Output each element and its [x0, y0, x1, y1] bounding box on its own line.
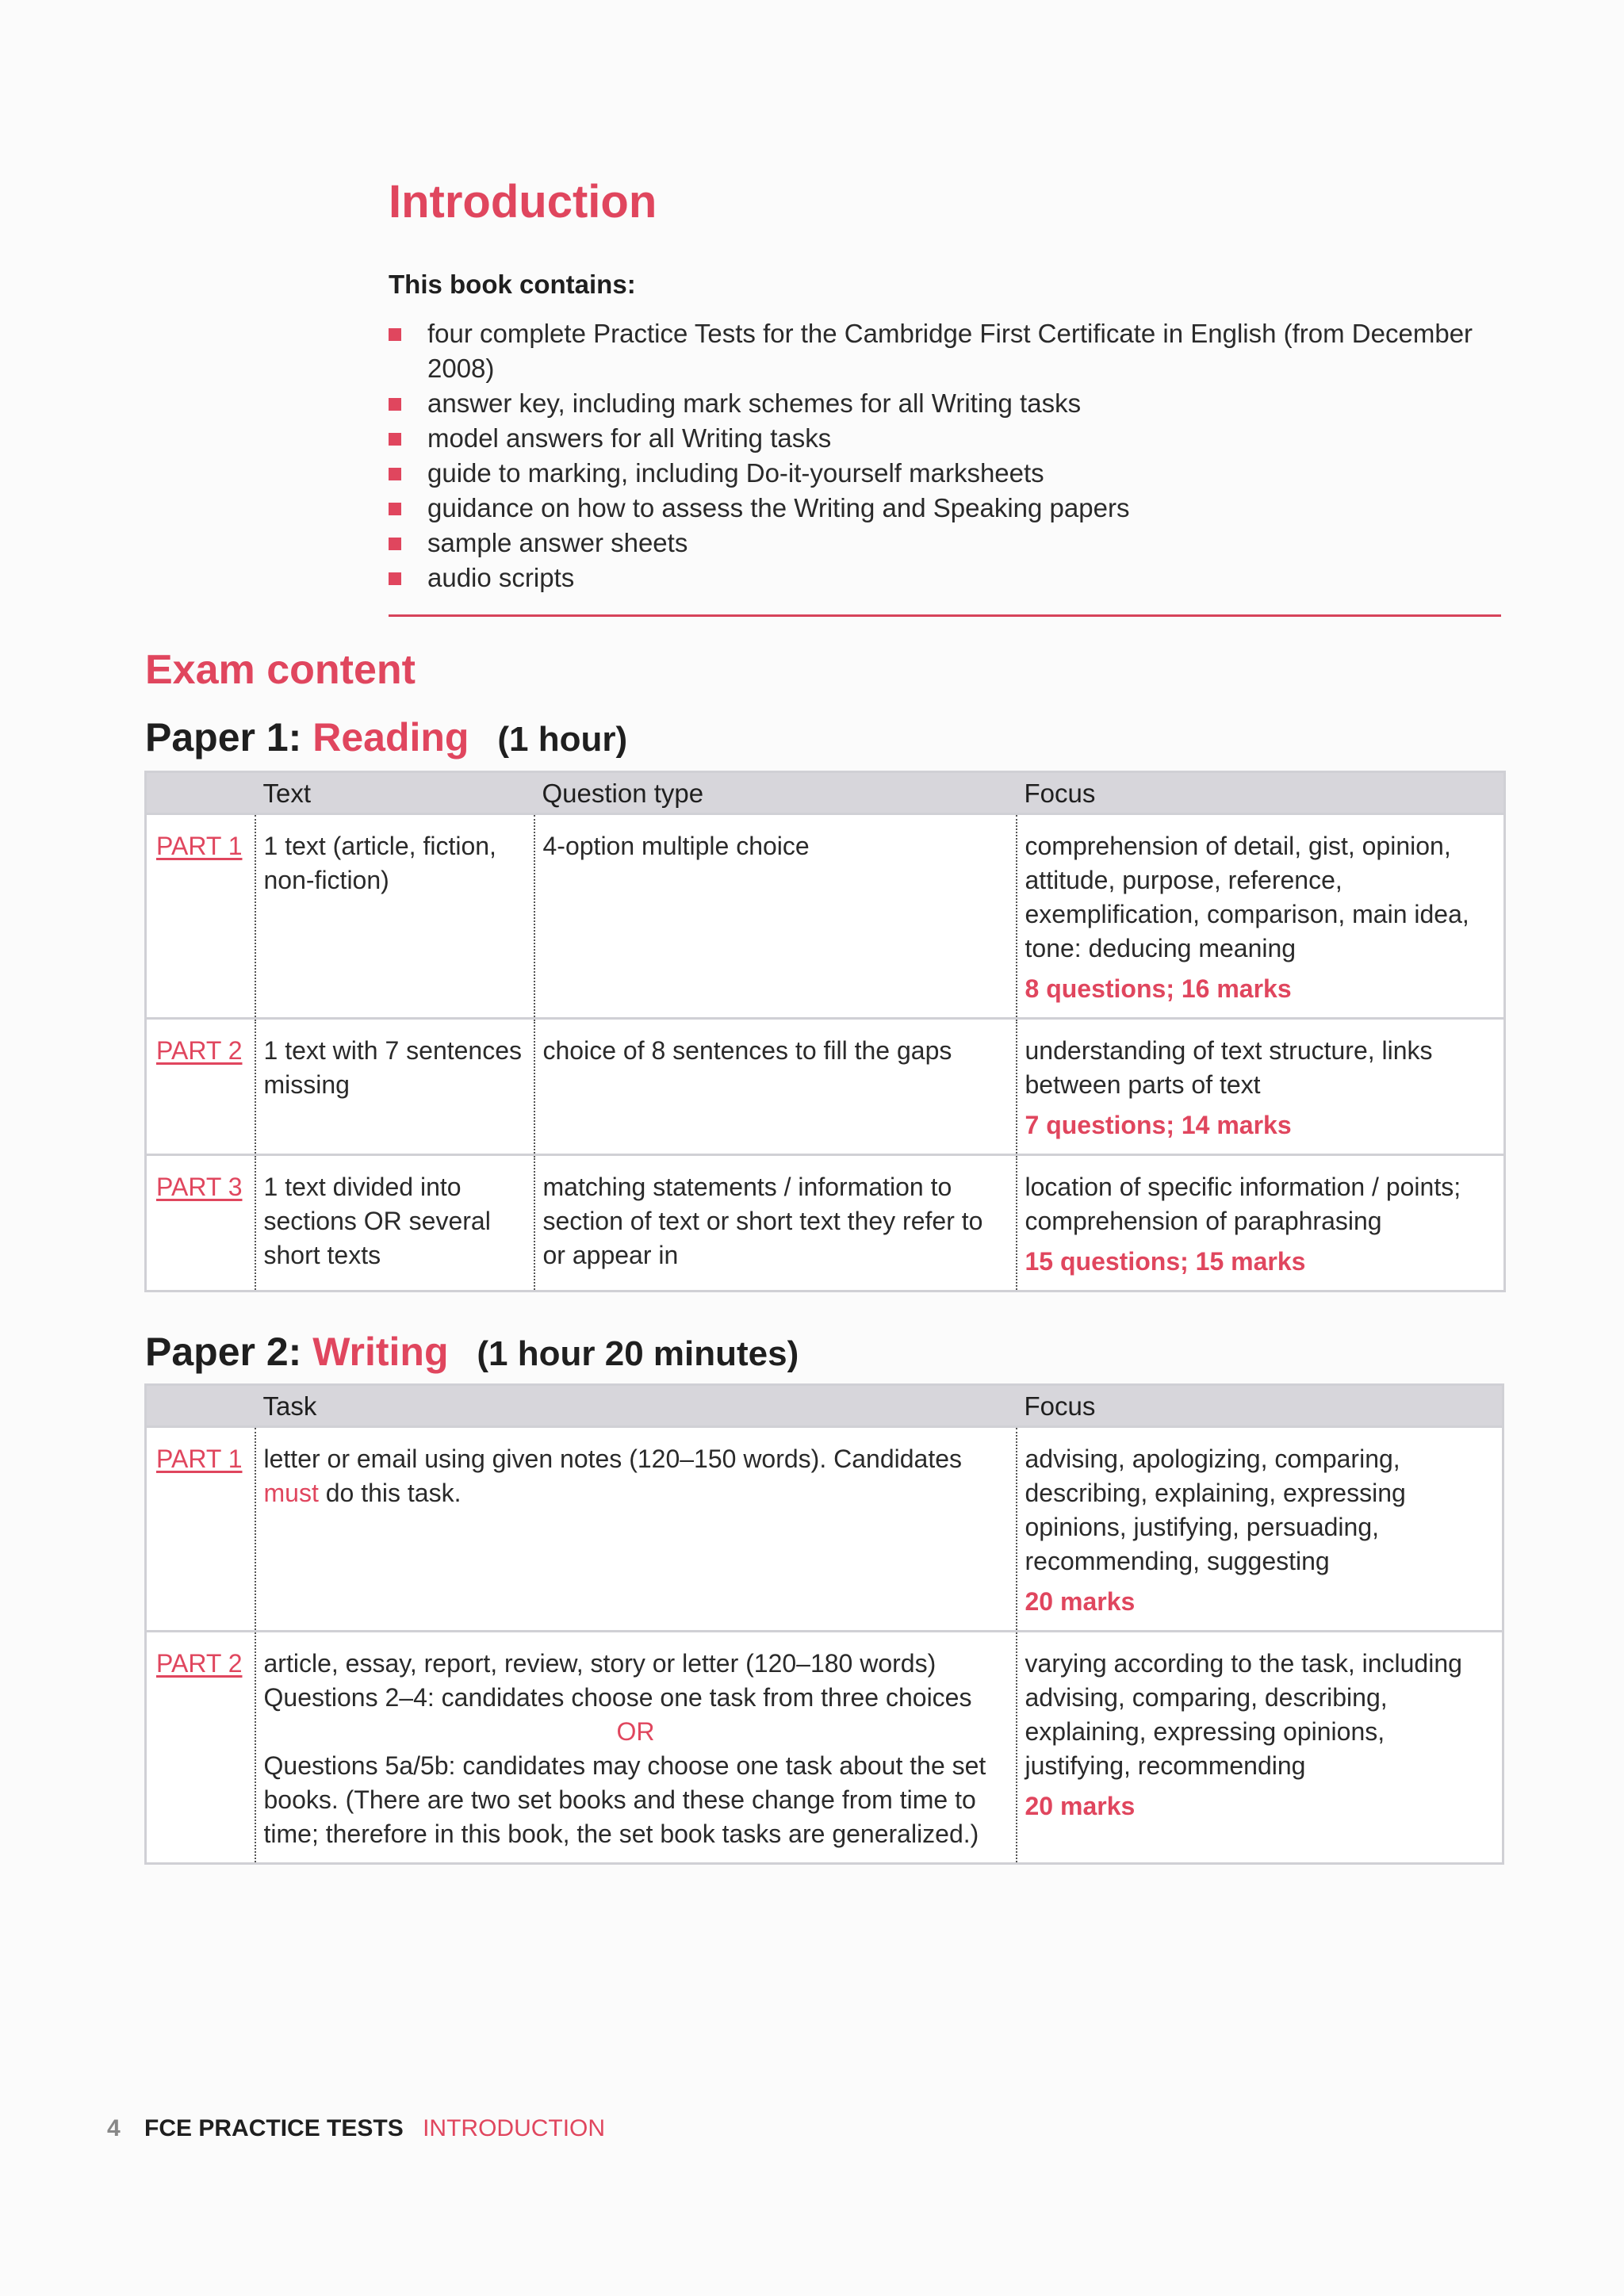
header-question-type: Question type — [534, 772, 1017, 814]
table-row — [146, 1155, 1505, 1292]
square-bullet-icon — [389, 572, 401, 585]
contents-list — [389, 316, 1499, 595]
paper1-name: Reading — [312, 715, 469, 760]
marks-text: 15 questions; 15 marks — [1025, 1247, 1306, 1276]
footer-title: FCE PRACTICE TESTS — [144, 2115, 404, 2141]
focus-text: understanding of text structure, links between parts of text — [1025, 1036, 1433, 1099]
text-cell: 1 text divided into sections OR several short texts — [255, 1155, 534, 1292]
header-part — [146, 772, 255, 814]
focus-cell — [1017, 1155, 1505, 1292]
task-line: article, essay, report, review, story or letter (120–180 words) — [263, 1649, 936, 1678]
paper2-duration: (1 hour 20 minutes) — [477, 1334, 799, 1373]
list-item: audio scripts — [389, 561, 1499, 595]
exam-content-title: Exam content — [145, 647, 416, 693]
marks-text: 20 marks — [1025, 1587, 1136, 1616]
page-number: 4 — [107, 2115, 121, 2141]
table-header-row — [146, 1385, 1503, 1427]
paper2-label: Paper 2: — [145, 1330, 302, 1374]
table-row — [146, 1019, 1505, 1155]
marks-text: 20 marks — [1025, 1792, 1136, 1820]
task-emphasis: must — [263, 1479, 319, 1507]
list-item: guide to marking, including Do-it-yourself marksheets — [389, 456, 1499, 491]
paper2-table — [144, 1383, 1504, 1865]
introduction-title: Introduction — [389, 176, 657, 228]
task-text-end: do this task. — [325, 1479, 462, 1507]
part-label: PART 1 — [156, 832, 243, 860]
question-type-cell: matching statements / information to section of text or short text they refer to or appear in — [534, 1155, 1017, 1292]
header-part — [146, 1385, 255, 1427]
focus-text: comprehension of detail, gist, opinion, attitude, purpose, reference, exemplification, comparison, main idea, tone: deducing meaning — [1025, 832, 1469, 962]
list-item: four complete Practice Tests for the Cambridge First Certificate in English (from December 2008) — [389, 316, 1499, 386]
table-row — [146, 1632, 1503, 1864]
task-line: Questions 5a/5b: candidates may choose one task about the set books. (There are two set books and these change from time to time; therefore in this book, the set book tasks are generalized.) — [263, 1751, 986, 1848]
square-bullet-icon — [389, 503, 401, 515]
table-row — [146, 1427, 1503, 1632]
text-cell: 1 text (article, fiction, non-fiction) — [255, 814, 534, 1019]
focus-text: varying according to the task, including advising, comparing, describing, explaining, expressing opinions, justifying, recommending — [1025, 1649, 1462, 1780]
section-divider — [389, 614, 1501, 617]
introduction-section — [389, 170, 1499, 595]
header-text: Text — [255, 772, 534, 814]
part-cell — [146, 1632, 255, 1864]
paper2-heading — [145, 1326, 799, 1380]
part-label: PART 2 — [156, 1036, 243, 1065]
focus-cell — [1017, 1019, 1505, 1155]
header-focus: Focus — [1017, 772, 1505, 814]
paper1-heading — [145, 711, 627, 766]
table-row — [146, 814, 1505, 1019]
paper1-duration: (1 hour) — [497, 720, 628, 759]
introduction-subtitle: This book contains: — [389, 270, 636, 299]
header-task: Task — [255, 1385, 1017, 1427]
task-line: Questions 2–4: candidates choose one task from three choices — [263, 1683, 972, 1712]
footer-section: INTRODUCTION — [423, 2115, 606, 2141]
part-label: PART 2 — [156, 1649, 243, 1678]
list-item: model answers for all Writing tasks — [389, 421, 1499, 456]
list-item: answer key, including mark schemes for all Writing tasks — [389, 386, 1499, 421]
marks-text: 8 questions; 16 marks — [1025, 974, 1292, 1003]
table-header-row — [146, 772, 1505, 814]
square-bullet-icon — [389, 398, 401, 411]
question-type-cell: 4-option multiple choice — [534, 814, 1017, 1019]
focus-cell — [1017, 1632, 1503, 1864]
task-cell — [255, 1427, 1017, 1632]
focus-cell — [1017, 814, 1505, 1019]
paper2-name: Writing — [312, 1330, 449, 1374]
paper1-label: Paper 1: — [145, 715, 302, 760]
part-cell — [146, 1427, 255, 1632]
part-label: PART 1 — [156, 1445, 243, 1473]
part-cell — [146, 1155, 255, 1292]
square-bullet-icon — [389, 433, 401, 446]
focus-text: location of specific information / points; comprehension of paraphrasing — [1025, 1173, 1461, 1235]
part-cell — [146, 814, 255, 1019]
square-bullet-icon — [389, 328, 401, 341]
part-cell — [146, 1019, 255, 1155]
square-bullet-icon — [389, 468, 401, 480]
text-cell: 1 text with 7 sentences missing — [255, 1019, 534, 1155]
focus-cell — [1017, 1427, 1503, 1632]
question-type-cell: choice of 8 sentences to fill the gaps — [534, 1019, 1017, 1155]
list-item: sample answer sheets — [389, 526, 1499, 561]
part-label: PART 3 — [156, 1173, 243, 1201]
paper1-table — [144, 771, 1506, 1292]
marks-text: 7 questions; 14 marks — [1025, 1111, 1292, 1139]
page-footer — [107, 2113, 605, 2145]
square-bullet-icon — [389, 538, 401, 550]
header-focus: Focus — [1017, 1385, 1503, 1427]
task-text: letter or email using given notes (120–150 words). Candidates — [263, 1445, 962, 1473]
task-or: OR — [616, 1717, 655, 1746]
focus-text: advising, apologizing, comparing, describing, explaining, expressing opinions, justifying, persuading, recommending, suggesting — [1025, 1445, 1406, 1575]
task-cell — [255, 1632, 1017, 1864]
list-item: guidance on how to assess the Writing and Speaking papers — [389, 491, 1499, 526]
